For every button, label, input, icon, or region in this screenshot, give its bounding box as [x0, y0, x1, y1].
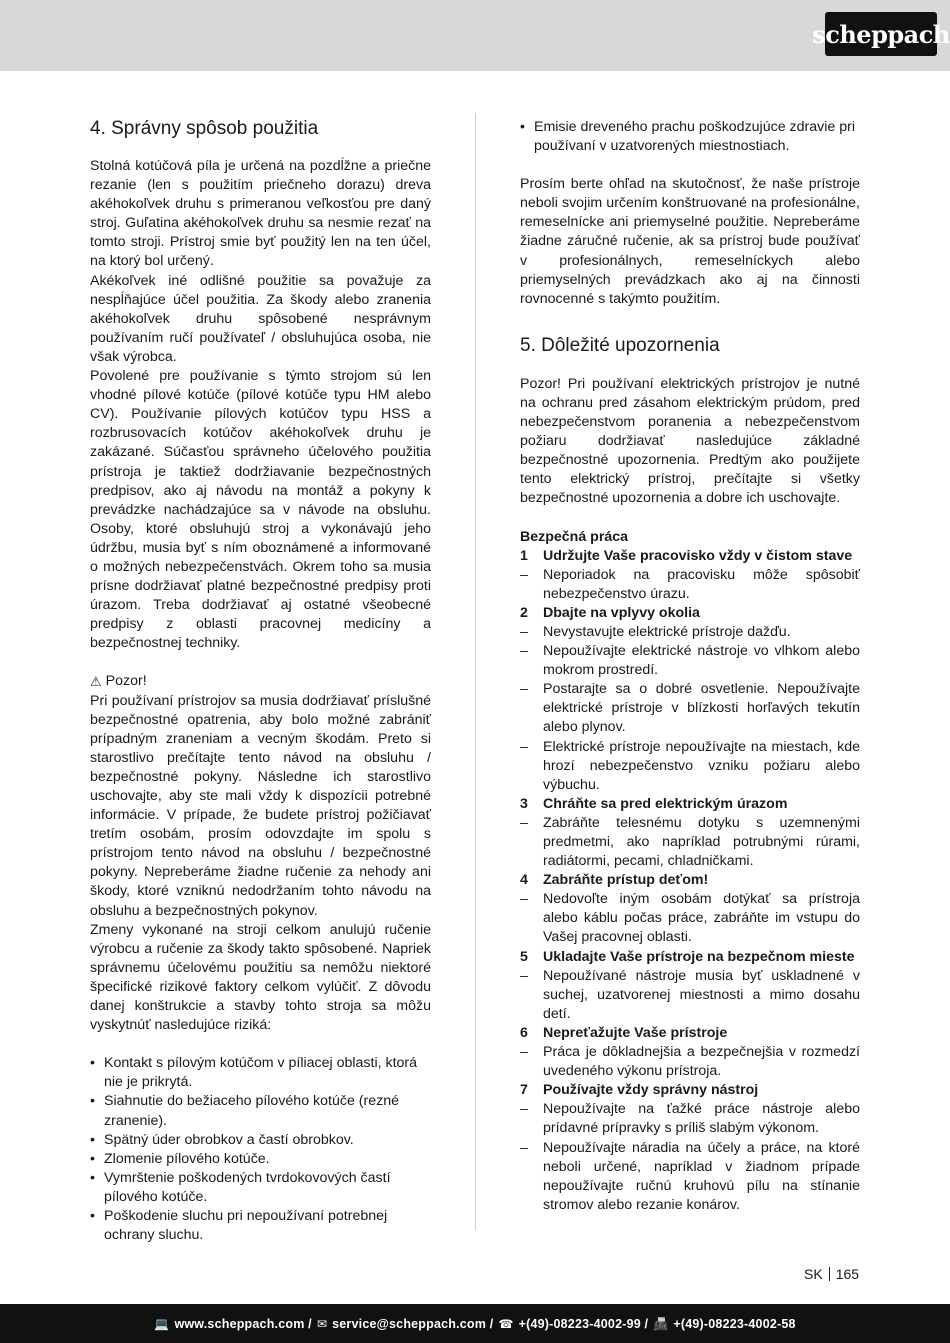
warning-heading — [90, 672, 431, 691]
rule-heading: 6 Nepreťažujte Vaše prístroje — [520, 1024, 728, 1041]
computer-icon: 💻 — [154, 1316, 170, 1331]
paragraph: Zmeny vykonané na stroji celkom anulujú ručenie výrobcu a ručenie za škody takto spôsobené. Napriek správnemu účelovému použitiu sa nemôžu niektoré špecifické rizikové faktory celkom vylúčiť. Z dôvodu danej konštrukcie a stavby tohto stroja sa môžu vyskytnúť nasledujúce riziká: — [90, 921, 431, 1034]
footer-mail: service@scheppach.com / — [332, 1316, 494, 1331]
paragraph: Pri používaní prístrojov sa musia dodržiavať príslušné bezpečnostné opatrenia, aby bolo možné zabrániť prípadným zraneniam a vecným škodám. Preto si starostlivo prečítajte tento návod na obsluhu / bezpečnostné pokyny. Následne ich starostlivo uschovajte, aby ste mali vždy k dispozícii potrebné informácie. V prípade, že budete prístroj požičiavať tretím osobám, prosím odovzdajte im spolu s prístrojom tento návod na obsluhu / bezpečnostné pokyny. Nepreberáme žiadne ručenie za nehody ani škody, ktoré vzniknú nedodržaním tohto návodu na obsluhu a bezpečnostných pokynov. — [90, 692, 431, 919]
safety-subtitle: Bezpečná práca — [520, 528, 629, 545]
column-divider — [475, 113, 476, 1230]
phone-icon: ☎ — [498, 1316, 514, 1331]
rule-heading: 1 Udržujte Vaše pracovisko vždy v čistom stave — [520, 547, 853, 564]
rule-item: – Nevystavujte elektrické prístroje dažďu. — [520, 623, 791, 640]
rule-item: – Práca je dôkladnejšia a bezpečnejšia v rozmedzí uvedeného výkonu prístroja. — [520, 1044, 860, 1080]
rule-item: – Postarajte sa o dobré osvetlenie. Nepoužívajte elektrické prístroje v blízkosti horľavých tekutín alebo plynov. — [520, 681, 860, 736]
rule-heading: 4 Zabráňte prístup deťom! — [520, 872, 709, 889]
footer-phone: +(49)-08223-4002-99 / — [518, 1316, 649, 1331]
paragraph: Povolené pre používanie s týmto strojom sú len vhodné pílové kotúče (pílové kotúče typu HM alebo CV). Používanie pílových kotúčov typu HSS a rozbrusovacích kotúčov akéhokoľvek druhu je zakázané. Súčasťou správneho účelového použitia prístroja je taktiež dodržiavanie bezpečnostných predpisov, ako aj návodu na montáž a pokyny k prevádzke nachádzajúce sa v návode na obsluhu. Osoby, ktoré obsluhujú stroj a vykonávajú jeho údržbu, musia byť s ním oboznámené a informované o možných nebezpečenstvách. Okrem toho sa musia prísne dodržiavať platné bezpečnostné predpisy proti úrazom. Treba dodržiavať aj ostatné všeobecné predpisy z oblasti pracovnej medicíny a bezpečnostnej techniky. — [90, 368, 431, 652]
mail-icon: ✉ — [316, 1316, 328, 1331]
rule-item: – Nepoužívajte náradia na účely a práce, na ktoré neboli určené, napríklad v žiadnom prípade nepoužívajte ručnú kruhovú pílu na stínanie stromov alebo rezanie konárov. — [520, 1139, 860, 1213]
warning-label: Pozor! — [105, 673, 147, 690]
list-item: • Vymrštenie poškodených tvrdokovových častí pílového kotúče. — [90, 1169, 431, 1207]
left-column — [90, 118, 431, 1245]
rule-item: – Elektrické prístroje nepoužívajte na miestach, kde hrozí nebezpečenstvo vzniku požiaru alebo výbuchu. — [520, 738, 860, 793]
list-item: • Siahnutie do bežiaceho pílového kotúče (rezné zranenie). — [90, 1092, 431, 1130]
rule-item: – Neporiadok na pracovisku môže spôsobiť nebezpečenstvo úrazu. — [520, 566, 860, 602]
rule-heading: 3 Chráňte sa pred elektrickým úrazom — [520, 795, 788, 812]
rule-item: – Nepoužívané nástroje musia byť uskladnené v suchej, uzatvorenej miestnosti a mimo dosahu detí. — [520, 967, 860, 1022]
paragraph: Pozor! Pri používaní elektrických prístrojov je nutné na ochranu pred zásahom elektrickým prúdom, pred nebezpečenstvom poranenia a nebezpečenstvom požiaru dodržiavať nasledujúce základné bezpečnostné upozornenia. Predtým ako použijete tento elektrický prístroj, prečítajte si všetky bezpečnostné upozornenia a dobre ich uschovajte. — [520, 375, 860, 507]
paragraph: Stolná kotúčová píla je určená na pozdĺžne a priečne rezanie (len s použitím priečneho dorazu) dreva akéhokoľvek druhu s primeranou veľkosťou pre daný stroj. Guľatina akéhokoľvek druhu sa nesmie rezať na tomto stroji. Prístroj smie byť použitý len na ten účel, na ktorý bol určený. — [90, 158, 431, 270]
paragraph: Akékoľvek iné odlišné použitie sa považuje za nespĺňajúce účel použitia. Za škody alebo zranenia akéhokoľvek druhu spôsobené nesprávnym používaním ručí používateľ / obsluhujúca osoba, nie však výrobca. — [90, 272, 431, 365]
rule-item: – Nedovoľte iným osobám dotýkať sa prístroja alebo káblu počas práce, zabráňte im vstupu do Vašej pracovnej oblasti. — [520, 891, 860, 946]
rule-item: – Zabráňte telesnému dotyku s uzemnenými predmetmi, ako napríklad potrubnými rúrami, radiátormi, pecami, chladničkami. — [520, 814, 860, 870]
rule-item: – Nepoužívajte na ťažké práce nástroje alebo prídavné prípravky s príliš slabým výkonom. — [520, 1101, 860, 1137]
risk-list — [90, 1054, 431, 1245]
page-number-value: 165 — [835, 1266, 860, 1282]
list-item: • Zlomenie pílového kotúče. — [90, 1150, 431, 1169]
footer-web: www.scheppach.com / — [174, 1316, 312, 1331]
list-item: • Emisie dreveného prachu poškodzujúce zdravie pri používaní v uzatvorených miestnostiach. — [520, 118, 860, 156]
warning-triangle-icon: ⚠ — [90, 674, 102, 690]
rule-heading: 2 Dbajte na vplyvy okolia — [520, 604, 700, 621]
section-4-title: 4. Správny spôsob použitia — [90, 118, 319, 139]
page-number — [804, 1266, 859, 1282]
rule-heading: 7 Používajte vždy správny nástroj — [520, 1082, 759, 1099]
list-item: • Kontakt s pílovým kotúčom v píliacej oblasti, ktorá nie je prikrytá. — [90, 1054, 431, 1092]
paragraph: Prosím berte ohľad na skutočnosť, že naše prístroje neboli svojim určením konštruované na profesionálne, remeselnícke ani priemyselné použitie. Nepreberáme žiadne záručné ručenie, ak sa prístroj bude používať v profesionálnych, remeselníckych alebo priemyselných prevádzkach ako aj na činnosti rovnocenné s takýmto použitím. — [520, 176, 860, 307]
rule-item: – Nepoužívajte elektrické nástroje vo vlhkom alebo mokrom prostredí. — [520, 643, 860, 679]
rule-heading: 5 Ukladajte Vaše prístroje na bezpečnom mieste — [520, 948, 855, 965]
list-item: • Spätný úder obrobkov a častí obrobkov. — [90, 1131, 431, 1150]
language-code: SK — [804, 1266, 823, 1282]
fax-icon: 📠 — [653, 1316, 669, 1331]
section-5-title: 5. Dôležité upozornenia — [520, 334, 720, 356]
list-item: • Poškodenie sluchu pri nepoužívaní potrebnej ochrany sluchu. — [90, 1207, 431, 1245]
page-header — [0, 0, 950, 71]
page-footer — [0, 1304, 950, 1343]
footer-fax: +(49)-08223-4002-58 — [673, 1316, 796, 1331]
risk-list-continued — [520, 118, 860, 156]
right-column — [520, 118, 860, 1215]
brand-logo: scheppach — [825, 12, 937, 56]
